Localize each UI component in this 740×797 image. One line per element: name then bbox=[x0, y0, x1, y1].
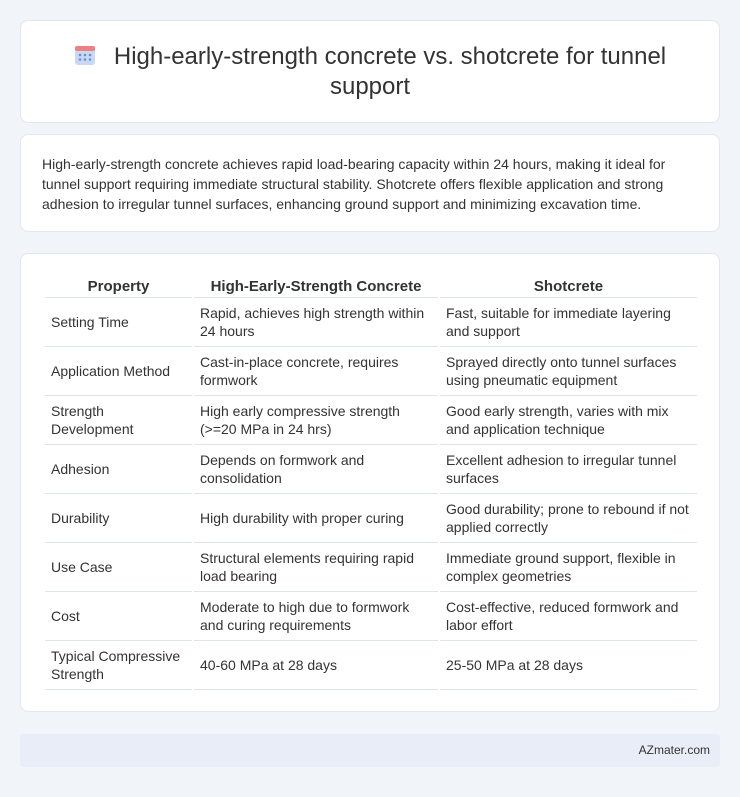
table-row bbox=[45, 543, 697, 592]
row-concrete-value: Rapid, achieves high strength within 24 hours bbox=[194, 298, 438, 347]
footer-brand: AZmater.com bbox=[638, 743, 710, 757]
header-high-early-strength-concrete: High-Early-Strength Concrete bbox=[194, 276, 438, 298]
header-shotcrete: Shotcrete bbox=[440, 276, 697, 298]
row-concrete-value: Structural elements requiring rapid load bearing bbox=[194, 543, 438, 592]
footer-bar bbox=[20, 734, 720, 767]
row-shotcrete-value: Excellent adhesion to irregular tunnel surfaces bbox=[440, 445, 697, 494]
row-property: Cost bbox=[45, 592, 192, 641]
title-card bbox=[20, 20, 720, 123]
table-row bbox=[45, 298, 697, 347]
page-title-text: High-early-strength concrete vs. shotcrete for tunnel support bbox=[113, 42, 667, 100]
row-concrete-value: Cast-in-place concrete, requires formwork bbox=[194, 347, 438, 396]
row-shotcrete-value: Fast, suitable for immediate layering and support bbox=[440, 298, 697, 347]
title-wrap bbox=[61, 21, 679, 122]
row-property: Strength Development bbox=[45, 396, 192, 445]
summary-card bbox=[20, 134, 720, 232]
row-shotcrete-value: 25-50 MPa at 28 days bbox=[440, 641, 697, 690]
row-property: Use Case bbox=[45, 543, 192, 592]
table-row bbox=[45, 494, 697, 543]
header-property: Property bbox=[45, 276, 192, 298]
table-header-row bbox=[45, 276, 697, 298]
table-row bbox=[45, 445, 697, 494]
table-row bbox=[45, 641, 697, 690]
page-title bbox=[61, 42, 679, 102]
table-row bbox=[45, 592, 697, 641]
comparison-card bbox=[20, 253, 720, 712]
table-row bbox=[45, 396, 697, 445]
row-property: Adhesion bbox=[45, 445, 192, 494]
summary-paragraph: High-early-strength concrete achieves rapid load-bearing capacity within 24 hours, making it ideal for tunnel support requiring immediate structural stability. Shotcrete offers flexible application and strong adhesion to irregular tunnel surfaces, enhancing ground support and minimizing excavation time. bbox=[42, 156, 666, 212]
row-shotcrete-value: Sprayed directly onto tunnel surfaces using pneumatic equipment bbox=[440, 347, 697, 396]
row-property: Typical Compressive Strength bbox=[45, 641, 192, 690]
row-concrete-value: 40-60 MPa at 28 days bbox=[194, 641, 438, 690]
row-shotcrete-value: Good early strength, varies with mix and application technique bbox=[440, 396, 697, 445]
row-shotcrete-value: Cost-effective, reduced formwork and labor effort bbox=[440, 592, 697, 641]
row-concrete-value: High early compressive strength (>=20 MPa in 24 hrs) bbox=[194, 396, 438, 445]
calendar-icon bbox=[74, 44, 96, 66]
row-property: Setting Time bbox=[45, 298, 192, 347]
row-concrete-value: High durability with proper curing bbox=[194, 494, 438, 543]
row-concrete-value: Moderate to high due to formwork and curing requirements bbox=[194, 592, 438, 641]
row-property: Durability bbox=[45, 494, 192, 543]
row-shotcrete-value: Immediate ground support, flexible in complex geometries bbox=[440, 543, 697, 592]
row-concrete-value: Depends on formwork and consolidation bbox=[194, 445, 438, 494]
comparison-table bbox=[43, 276, 699, 690]
table-row bbox=[45, 347, 697, 396]
row-shotcrete-value: Good durability; prone to rebound if not applied correctly bbox=[440, 494, 697, 543]
row-property: Application Method bbox=[45, 347, 192, 396]
